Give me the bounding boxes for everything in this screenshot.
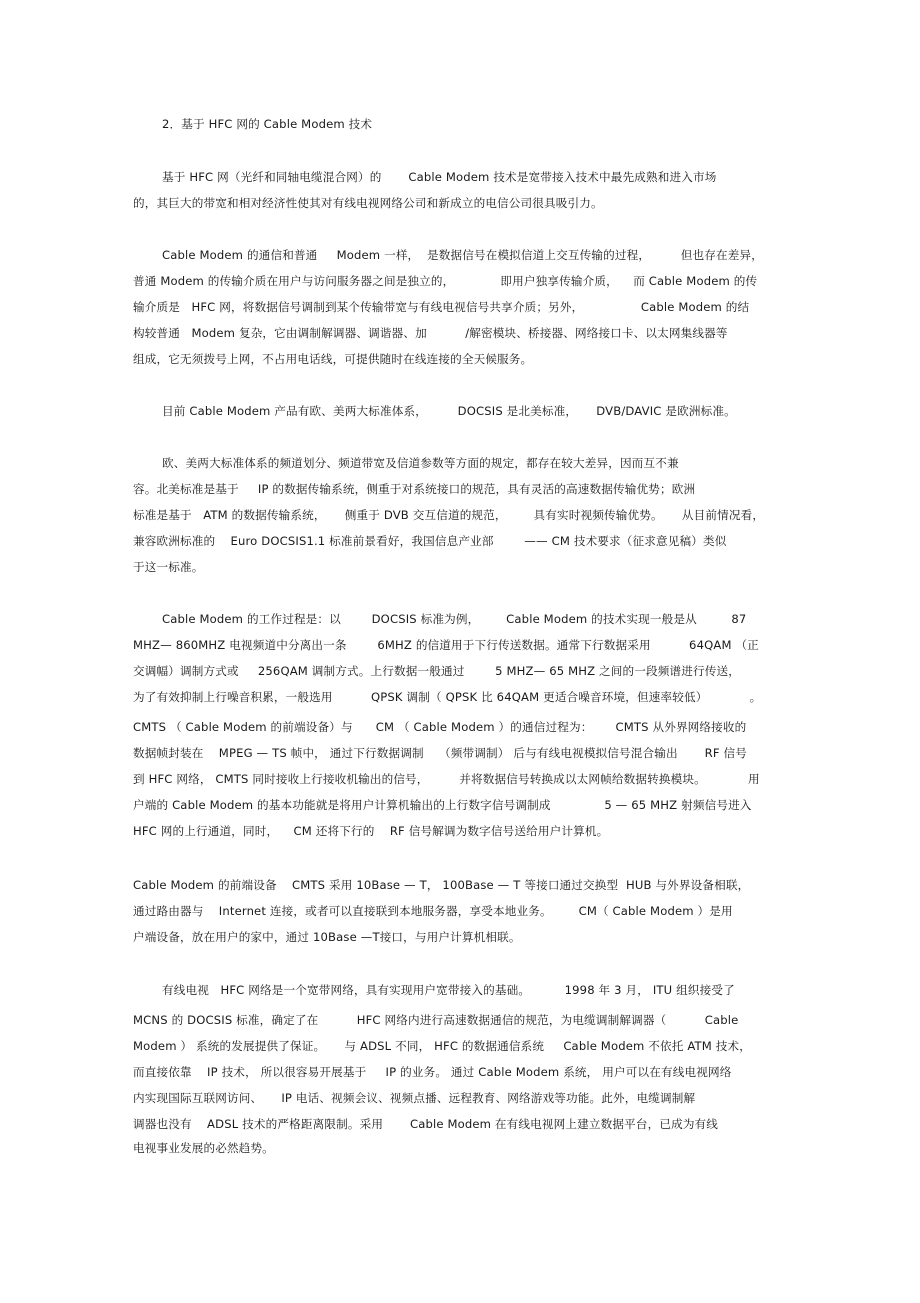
paragraph-4-line-3: 标准是基于 ATM 的数据传输系统， 侧重于 DVB 交互信道的规范， 具有实时视频传输优势。 从目前情况看， (133, 508, 765, 522)
paragraph-7-line-6: 调器也没有 ADSL 技术的严格距离限制。采用 Cable Modem 在有线电视网上建立数据平台，已成为有线 (133, 1117, 719, 1131)
paragraph-6-line-3: 户端设备，放在用户的家中，通过 10Base —T接口，与用户计算机相联。 (133, 930, 521, 944)
paragraph-5-line-5: CMTS （ Cable Modem 的前端设备）与 CM （ Cable Modem ）的通信过程为： CMTS 从外界网络接收的 (133, 720, 747, 734)
paragraph-4-line-5: 于这一标准。 (133, 560, 204, 574)
paragraph-7-line-2: MCNS 的 DOCSIS 标准，确定了在 HFC 网络内进行高速数据通信的规范，为电缆调制解调器（ Cable (133, 1013, 739, 1027)
paragraph-2-line-4: 构较普通 Modem 复杂，它由调制解调器、调谐器、加 /解密模块、桥接器、网络接口卡、以太网集线器等 (133, 326, 728, 340)
paragraph-4-line-4: 兼容欧洲标准的 Euro DOCSIS1.1 标准前景看好，我国信息产业部 —— CM 技术要求（征求意见稿）类似 (133, 534, 727, 548)
paragraph-2-line-3: 输介质是 HFC 网，将数据信号调制到某个传输带宽与有线电视信号共享介质；另外， Cable Modem 的结 (133, 300, 750, 314)
paragraph-2-line-5: 组成，它无须拨号上网，不占用电话线，可提供随时在线连接的全天候服务。 (133, 352, 533, 366)
paragraph-6-line-2: 通过路由器与 Internet 连接，或者可以直接联到本地服务器，享受本地业务。 CM（ Cable Modem ）是用 (133, 904, 733, 918)
paragraph-7-line-3: Modem ） 系统的发展提供了保证。 与 ADSL 不同， HFC 的数据通信系统 Cable Modem 不依托 ATM 技术， (133, 1039, 751, 1053)
section-heading: 2．基于 HFC 网的 Cable Modem 技术 (162, 117, 373, 131)
paragraph-1-line-1: 基于 HFC 网（光纤和同轴电缆混合网）的 Cable Modem 技术是宽带接入技术中最先成熟和进入市场 (162, 170, 717, 184)
paragraph-7-line-5: 内实现国际互联网访问、 IP 电话、视频会议、视频点播、远程教育、网络游戏等功能。此外，电缆调制解 (133, 1091, 696, 1105)
paragraph-5-line-7: 到 HFC 网络， CMTS 同时接收上行接收机输出的信号， 并将数据信号转换成以太网帧给数据转换模块。 用 (133, 772, 760, 786)
paragraph-5-line-2: MHZ— 860MHZ 电视频道中分离出一条 6MHZ 的信道用于下行传送数据。通常下行数据采用 64QAM （正 (133, 638, 759, 652)
paragraph-4-line-1: 欧、美两大标准体系的频道划分、频道带宽及信道参数等方面的规定，都存在较大差异，因而互不兼 (162, 456, 679, 470)
paragraph-7-line-4: 而直接依靠 IP 技术， 所以很容易开展基于 IP 的业务。 通过 Cable Modem 系统， 用户可以在有线电视网络 (133, 1065, 732, 1079)
paragraph-2-line-2: 普通 Modem 的传输介质在用户与访问服务器之间是独立的， 即用户独享传输介质， 而 Cable Modem 的传 (133, 274, 758, 288)
paragraph-2-line-1: Cable Modem 的通信和普通 Modem 一样， 是数据信号在模拟信道上交互传输的过程， 但也存在差异， (162, 248, 763, 262)
paragraph-5-line-8: 户端的 Cable Modem 的基本功能就是将用户计算机输出的上行数字信号调制成 5 — 65 MHZ 射频信号进入 (133, 798, 752, 812)
paragraph-3-line-1: 目前 Cable Modem 产品有欧、美两大标准体系， DOCSIS 是北美标准， DVB/DAVIC 是欧洲标准。 (162, 404, 736, 418)
paragraph-5-line-4: 为了有效抑制上行噪音积累，一般选用 QPSK 调制（ QPSK 比 64QAM 更适合噪音环境，但速率较低） 。 (133, 690, 762, 704)
paragraph-6-line-1: Cable Modem 的前端设备 CMTS 采用 10Base — T， 100Base — T 等接口通过交换型 HUB 与外界设备相联， (133, 878, 750, 892)
paragraph-7-line-1: 有线电视 HFC 网络是一个宽带网络，具有实现用户宽带接入的基础。 1998 年 3 月， ITU 组织接受了 (162, 983, 735, 997)
paragraph-5-line-3: 交调幅）调制方式或 256QAM 调制方式。上行数据一般通过 5 MHZ— 65 MHZ 之间的一段频谱进行传送， (133, 664, 740, 678)
paragraph-1-line-2: 的，其巨大的带宽和相对经济性使其对有线电视网络公司和新成立的电信公司很具吸引力。 (133, 196, 603, 210)
paragraph-4-line-2: 容。北美标准是基于 IP 的数据传输系统，侧重于对系统接口的规范，具有灵活的高速数据传输优势；欧洲 (133, 482, 696, 496)
paragraph-5-line-6: 数据帧封装在 MPEG — TS 帧中， 通过下行数据调制 （频带调制） 后与有线电视模拟信号混合输出 RF 信号 (133, 746, 747, 760)
paragraph-7-line-7: 电视事业发展的必然趋势。 (133, 1141, 274, 1155)
paragraph-5-line-9: HFC 网的上行通道，同时， CM 还将下行的 RF 信号解调为数字信号送给用户计算机。 (133, 824, 609, 838)
paragraph-5-line-1: Cable Modem 的工作过程是：以 DOCSIS 标准为例， Cable Modem 的技术实现一般是从 87 (162, 612, 747, 626)
